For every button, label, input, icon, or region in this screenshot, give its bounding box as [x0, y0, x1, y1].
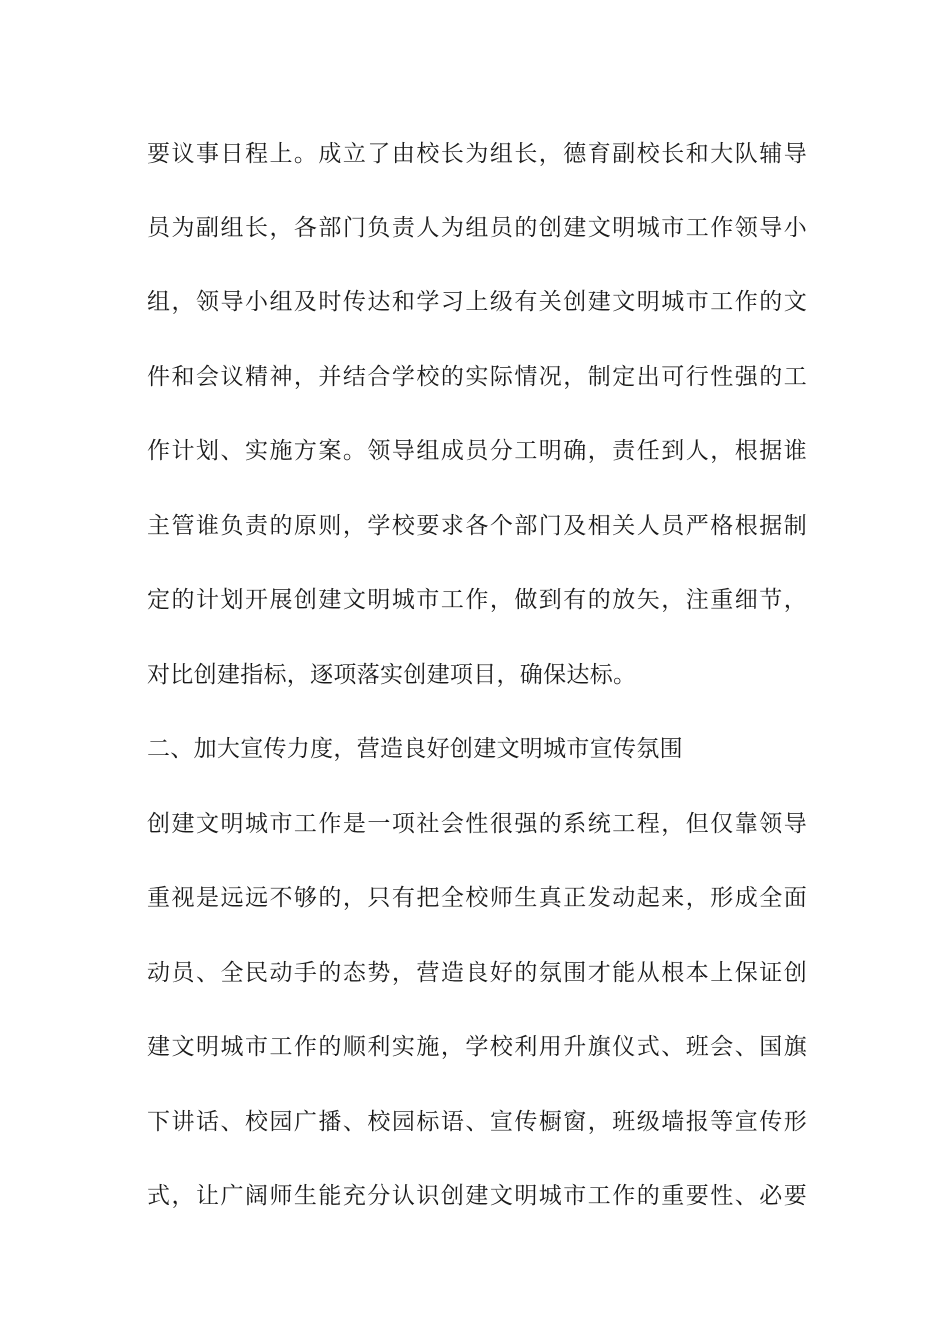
paragraph-line: 创建文明城市工作是一项社会性很强的系统工程，但仅靠领导	[147, 811, 807, 837]
paragraph-line: 建文明城市工作的顺利实施，学校利用升旗仪式、班会、国旗	[147, 1034, 807, 1060]
paragraph-line: 要议事日程上。成立了由校长为组长，德育副校长和大队辅导	[147, 141, 807, 167]
paragraph-line: 对比创建指标，逐项落实创建项目，确保达标。	[147, 662, 637, 688]
paragraph-line: 下讲话、校园广播、校园标语、宣传橱窗，班级墙报等宣传形	[147, 1109, 807, 1135]
paragraph-line: 动员、全民动手的态势，营造良好的氛围才能从根本上保证创	[147, 960, 807, 986]
paragraph-line: 件和会议精神，并结合学校的实际情况，制定出可行性强的工	[147, 364, 807, 390]
paragraph-line: 组，领导小组及时传达和学习上级有关创建文明城市工作的文	[147, 289, 807, 315]
paragraph-line: 员为副组长，各部门负责人为组员的创建文明城市工作领导小	[147, 215, 807, 241]
paragraph-line: 式，让广阔师生能充分认识创建文明城市工作的重要性、必要	[147, 1183, 807, 1209]
section-heading: 二、加大宣传力度，营造良好创建文明城市宣传氛围	[147, 736, 683, 762]
paragraph-line: 重视是远远不够的，只有把全校师生真正发动起来，形成全面	[147, 885, 807, 911]
paragraph-line: 作计划、实施方案。领导组成员分工明确，责任到人，根据谁	[147, 438, 807, 464]
paragraph-line: 主管谁负责的原则，学校要求各个部门及相关人员严格根据制	[147, 513, 807, 539]
paragraph-line: 定的计划开展创建文明城市工作，做到有的放矢，注重细节，	[147, 587, 807, 613]
